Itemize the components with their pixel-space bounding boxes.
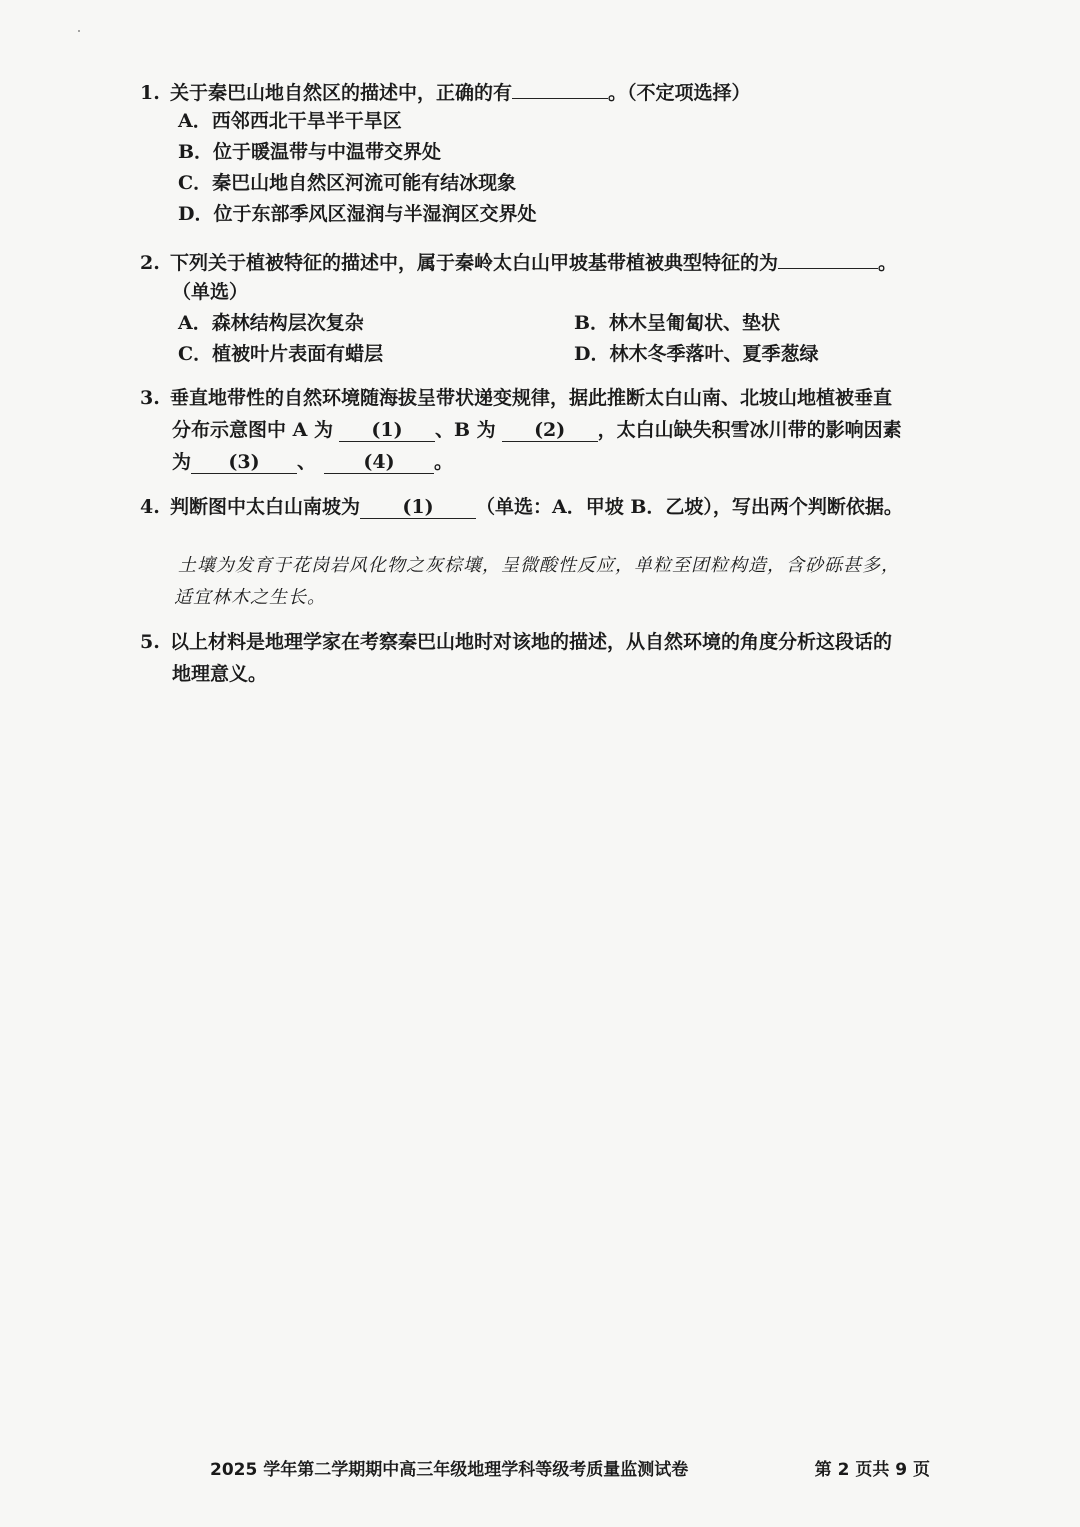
question-text: 、 [297,451,317,473]
question-text: 分布示意图中 A 为 [172,419,333,441]
question-4-stem [140,491,970,523]
question-number: 2. [140,252,160,274]
option-a: A．森林结构层次复杂 [178,312,364,334]
option-c: C．植被叶片表面有蜡层 [178,343,384,365]
option-d: D．位于东部季风区湿润与半湿润区交界处 [178,203,537,225]
option-c: C．秦巴山地自然区河流可能有结冰现象 [178,172,517,194]
question-3-line-3 [140,446,970,478]
answer-blank[interactable] [778,244,878,269]
question-3 [140,382,970,478]
question-number: 1. [140,82,160,104]
question-text: 为 [172,451,192,473]
answer-blank[interactable]: (1) [360,494,476,519]
answer-blank[interactable] [512,74,608,99]
question-2-stem [140,244,970,276]
question-text: 、B 为 [434,419,496,441]
option-b: B．位于暖温带与中温带交界处 [178,141,442,163]
question-text: 以上材料是地理学家在考察秦巴山地时对该地的描述，从自然环境的角度分析这段话的 [170,631,893,653]
question-text: 。 [434,451,454,473]
material-passage [174,550,958,614]
options-row-2 [140,339,970,370]
question-text: 判断图中太白山南坡为 [170,496,361,518]
option-a: A．西邻西北干旱半干旱区 [178,110,402,132]
option-b: B．林木呈匍匐状、垫状 [574,312,781,334]
answer-blank-2[interactable]: (2) [502,417,598,442]
question-5-line-2: 地理意义。 [172,663,268,685]
question-3-line-2 [140,414,970,446]
question-3-line-1 [140,382,970,414]
question-number: 3. [140,387,160,409]
answer-blank-4[interactable]: (4) [324,449,434,474]
question-text: ，太白山缺失积雪冰川带的影响因素 [597,419,902,441]
question-5-line-1 [140,626,970,658]
page-footer [210,1455,930,1480]
question-2 [140,244,970,370]
question-1 [140,74,970,230]
question-note: （单选） [172,281,249,303]
question-5 [140,626,970,690]
option-d: D．林木冬季落叶、夏季葱绿 [574,343,819,365]
question-4 [140,491,970,523]
question-text: 垂直地带性的自然环境随海拔呈带状递变规律，据此推断太白山南、北坡山地植被垂直 [170,387,893,409]
question-text: 关于秦巴山地自然区的描述中，正确的有 [170,82,513,104]
options-row-1 [140,308,970,339]
answer-blank-1[interactable]: (1) [339,417,435,442]
material-line-2: 适宜林木之生长。 [174,587,326,608]
question-tail: 。 [878,252,898,274]
scan-speck [78,30,80,32]
material-line-1: 土壤为发育于花岗岩风化物之灰棕壤，呈微酸性反应，单粒至团粒构造，含砂砾甚多， [178,555,900,576]
question-tail: 。（不定项选择） [608,82,751,104]
question-number: 5. [140,631,160,653]
question-number: 4. [140,496,160,518]
answer-blank-3[interactable]: (3) [191,449,297,474]
question-1-stem [140,74,970,106]
question-text: 下列关于植被特征的描述中，属于秦岭太白山甲坡基带植被典型特征的为 [170,252,779,274]
page-number: 第 2 页共 9 页 [814,1460,930,1480]
question-tail: （单选：A．甲坡 B．乙坡），写出两个判断依据。 [476,496,903,518]
exam-title: 2025 学年第二学期期中高三年级地理学科等级考质量监测试卷 [210,1460,689,1480]
